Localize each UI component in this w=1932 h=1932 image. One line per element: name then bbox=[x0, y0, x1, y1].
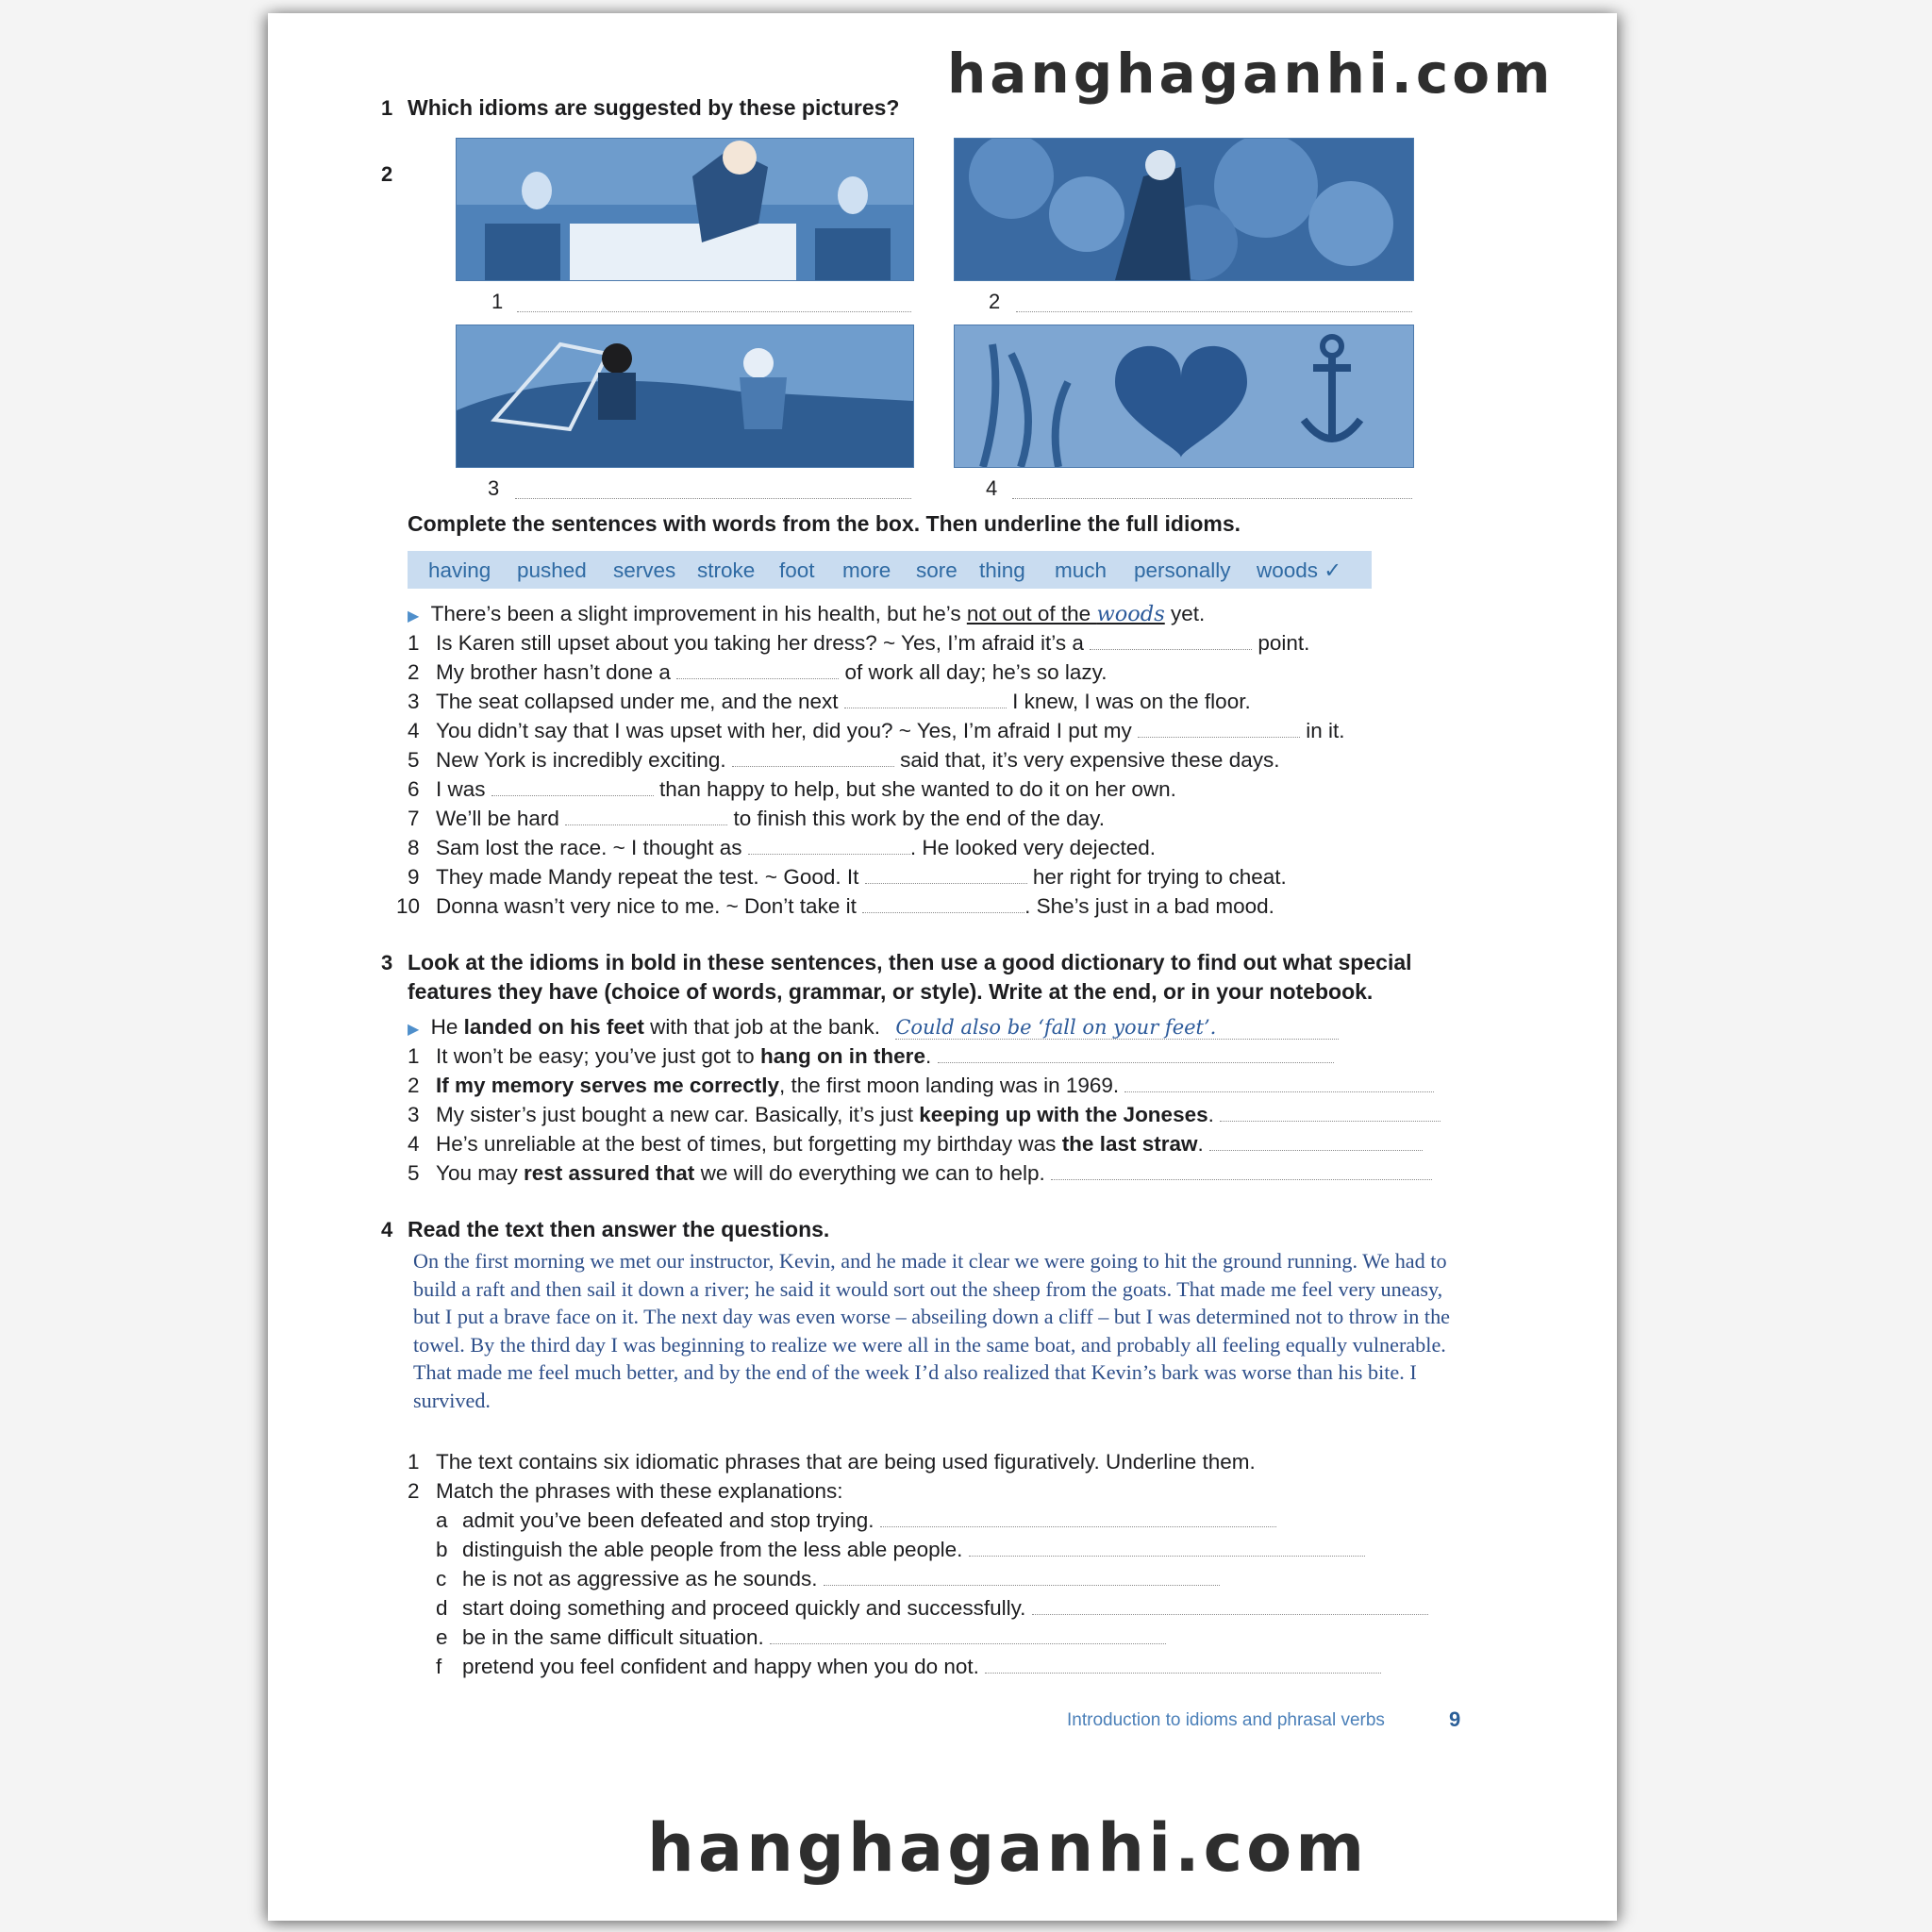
picture-1-bedroom bbox=[456, 138, 914, 281]
exercise-2-number: 2 bbox=[381, 162, 393, 186]
box-word: more bbox=[842, 558, 891, 582]
answer-blank[interactable] bbox=[824, 1568, 1220, 1586]
sentence-9: 9 They made Mandy repeat the test. ~ Good. It her right for trying to cheat. bbox=[408, 865, 1287, 889]
exercise-2-example: ▶ There’s been a slight improvement in his health, but he’s not out of the woods yet. bbox=[408, 602, 1206, 626]
explanation-d: d start doing something and proceed quickly and successfully. bbox=[436, 1596, 1428, 1621]
picture-2-forest bbox=[954, 138, 1414, 281]
box-word: pushed bbox=[517, 558, 587, 582]
exercise-3-title-line-2: features they have (choice of words, grammar, or style). Write at the end, or in your notebook. bbox=[408, 979, 1374, 1004]
answer-blank[interactable] bbox=[565, 808, 727, 825]
answer-blank[interactable] bbox=[938, 1045, 1334, 1063]
answer-blank[interactable] bbox=[1032, 1597, 1428, 1615]
exercise-3-title-line-1: Look at the idioms in bold in these sentences, then use a good dictionary to find out what special bbox=[408, 950, 1412, 974]
box-word: thing bbox=[979, 558, 1025, 582]
answer-blank[interactable] bbox=[1209, 1133, 1423, 1151]
picture-4-number: 4 bbox=[986, 476, 998, 500]
answer-blank[interactable] bbox=[862, 895, 1024, 913]
picture-3-car bbox=[456, 325, 914, 468]
reading-text: On the first morning we met our instructor, Kevin, and he made it clear we were going to hit the ground running. We had to build a raft and then sail it down a river; he said it would sort out the sheep from the goats. That made me feel very uneasy, but I put a brave face on it. The next day was even worse – abseiling down a cliff – but I was determined not to throw in the towel. By the third day I was beginning to realize we were all in the same boat, and probably all feeling equally vulnerable. That made me feel much better, and by the end of the week I’d also realized that Kevin’s bark was worse than his bite. I survived. bbox=[413, 1249, 1451, 1412]
footer-title: Introduction to idioms and phrasal verbs bbox=[1067, 1710, 1385, 1730]
picture-2-number: 2 bbox=[989, 290, 1001, 313]
sentence-10: 10 Donna wasn’t very nice to me. ~ Don’t take it . She’s just in a bad mood. bbox=[396, 894, 1274, 918]
box-word: stroke bbox=[697, 558, 756, 582]
sentence-2: 2 My brother hasn’t done a of work all day; he’s so lazy. bbox=[408, 660, 1108, 684]
exercise-1-title: Which idioms are suggested by these pictures? bbox=[408, 95, 900, 120]
answer-blank[interactable] bbox=[1124, 1074, 1434, 1092]
sentence-7: 7 We’ll be hard to finish this work by the end of the day. bbox=[408, 807, 1105, 830]
answer-blank[interactable] bbox=[969, 1539, 1365, 1557]
example-answer: woods bbox=[1096, 602, 1165, 626]
box-word: serves bbox=[613, 558, 676, 582]
exercise-3-sentence-3: 3 My sister’s just bought a new car. Basically, it’s just keeping up with the Joneses. bbox=[408, 1103, 1441, 1127]
watermark-top: hanghaganhi.com bbox=[947, 42, 1555, 106]
explanation-e: e be in the same difficult situation. bbox=[436, 1625, 1166, 1650]
sentence-8: 8 Sam lost the race. ~ I thought as . He looked very dejected. bbox=[408, 836, 1156, 859]
picture-1-number: 1 bbox=[491, 290, 504, 313]
word-box bbox=[408, 551, 1372, 589]
answer-blank[interactable] bbox=[676, 661, 839, 679]
answer-blank[interactable] bbox=[865, 866, 1027, 884]
picture-4-answer-line[interactable] bbox=[1012, 498, 1412, 499]
box-word: having bbox=[428, 558, 491, 582]
sentence-3: 3 The seat collapsed under me, and the next I knew, I was on the floor. bbox=[408, 690, 1251, 713]
watermark-bottom: hanghaganhi.com bbox=[647, 1809, 1369, 1887]
example-arrow-icon: ▶ bbox=[408, 608, 420, 625]
answer-blank[interactable] bbox=[1090, 632, 1252, 650]
exercise-4-title: Read the text then answer the questions. bbox=[408, 1217, 830, 1241]
explanation-f: f pretend you feel confident and happy when you do not. bbox=[436, 1655, 1381, 1679]
exercise-1-number: 1 bbox=[381, 96, 393, 120]
sentence-5: 5 New York is incredibly exciting. said that, it’s very expensive these days. bbox=[408, 748, 1280, 772]
box-word: foot bbox=[779, 558, 815, 582]
exercise-3-sentence-1: 1 It won’t be easy; you’ve just got to hang on in there. bbox=[408, 1044, 1334, 1069]
picture-1-answer-line[interactable] bbox=[517, 311, 911, 312]
answer-blank[interactable] bbox=[880, 1509, 1276, 1527]
box-word: much bbox=[1055, 558, 1108, 582]
exercise-3-sentence-2: 2 If my memory serves me correctly, the first moon landing was in 1969. bbox=[408, 1074, 1434, 1098]
exercise-3-example: ▶ He landed on his feet with that job at the bank. Could also be ‘fall on your feet’. bbox=[408, 1015, 1339, 1040]
example-arrow-icon: ▶ bbox=[408, 1022, 420, 1038]
answer-blank[interactable] bbox=[844, 691, 1007, 708]
exercise-3-sentence-4: 4 He’s unreliable at the best of times, but forgetting my birthday was the last straw. bbox=[408, 1132, 1423, 1157]
sentence-4: 4 You didn’t say that I was upset with her, did you? ~ Yes, I’m afraid I put my in it. bbox=[408, 719, 1345, 742]
explanation-b: b distinguish the able people from the less able people. bbox=[436, 1538, 1365, 1562]
box-word: woods ✓ bbox=[1257, 558, 1342, 582]
page-number: 9 bbox=[1449, 1707, 1461, 1731]
picture-4-heart-anchor bbox=[954, 325, 1414, 468]
explanation-c: c he is not as aggressive as he sounds. bbox=[436, 1567, 1220, 1591]
box-word: sore bbox=[916, 558, 958, 582]
answer-blank[interactable] bbox=[770, 1626, 1166, 1644]
box-word: personally bbox=[1134, 558, 1231, 582]
exercise-4-question-1: 1 The text contains six idiomatic phrases that are being used figuratively. Underline them. bbox=[408, 1450, 1256, 1474]
answer-blank[interactable] bbox=[748, 837, 910, 855]
explanation-a: a admit you’ve been defeated and stop trying. bbox=[436, 1508, 1276, 1533]
sentence-1: 1 Is Karen still upset about you taking her dress? ~ Yes, I’m afraid it’s a point. bbox=[408, 631, 1310, 655]
example-answer: Could also be ‘fall on your feet’. bbox=[895, 1016, 1339, 1040]
picture-3-answer-line[interactable] bbox=[515, 498, 911, 499]
answer-blank[interactable] bbox=[1138, 720, 1300, 738]
picture-2-answer-line[interactable] bbox=[1016, 311, 1412, 312]
exercise-3-number: 3 bbox=[381, 951, 393, 974]
answer-blank[interactable] bbox=[1220, 1104, 1441, 1122]
answer-blank[interactable] bbox=[491, 778, 654, 796]
picture-3-number: 3 bbox=[488, 476, 500, 500]
exercise-4-number: 4 bbox=[381, 1218, 393, 1241]
exercise-2-instruction: Complete the sentences with words from the box. Then underline the full idioms. bbox=[408, 511, 1241, 536]
sentence-6: 6 I was than happy to help, but she wanted to do it on her own. bbox=[408, 777, 1176, 801]
exercise-3-sentence-5: 5 You may rest assured that we will do everything we can to help. bbox=[408, 1161, 1432, 1186]
answer-blank[interactable] bbox=[985, 1656, 1381, 1674]
answer-blank[interactable] bbox=[1051, 1162, 1432, 1180]
answer-blank[interactable] bbox=[732, 749, 894, 767]
exercise-4-question-2: 2 Match the phrases with these explanations: bbox=[408, 1479, 843, 1503]
